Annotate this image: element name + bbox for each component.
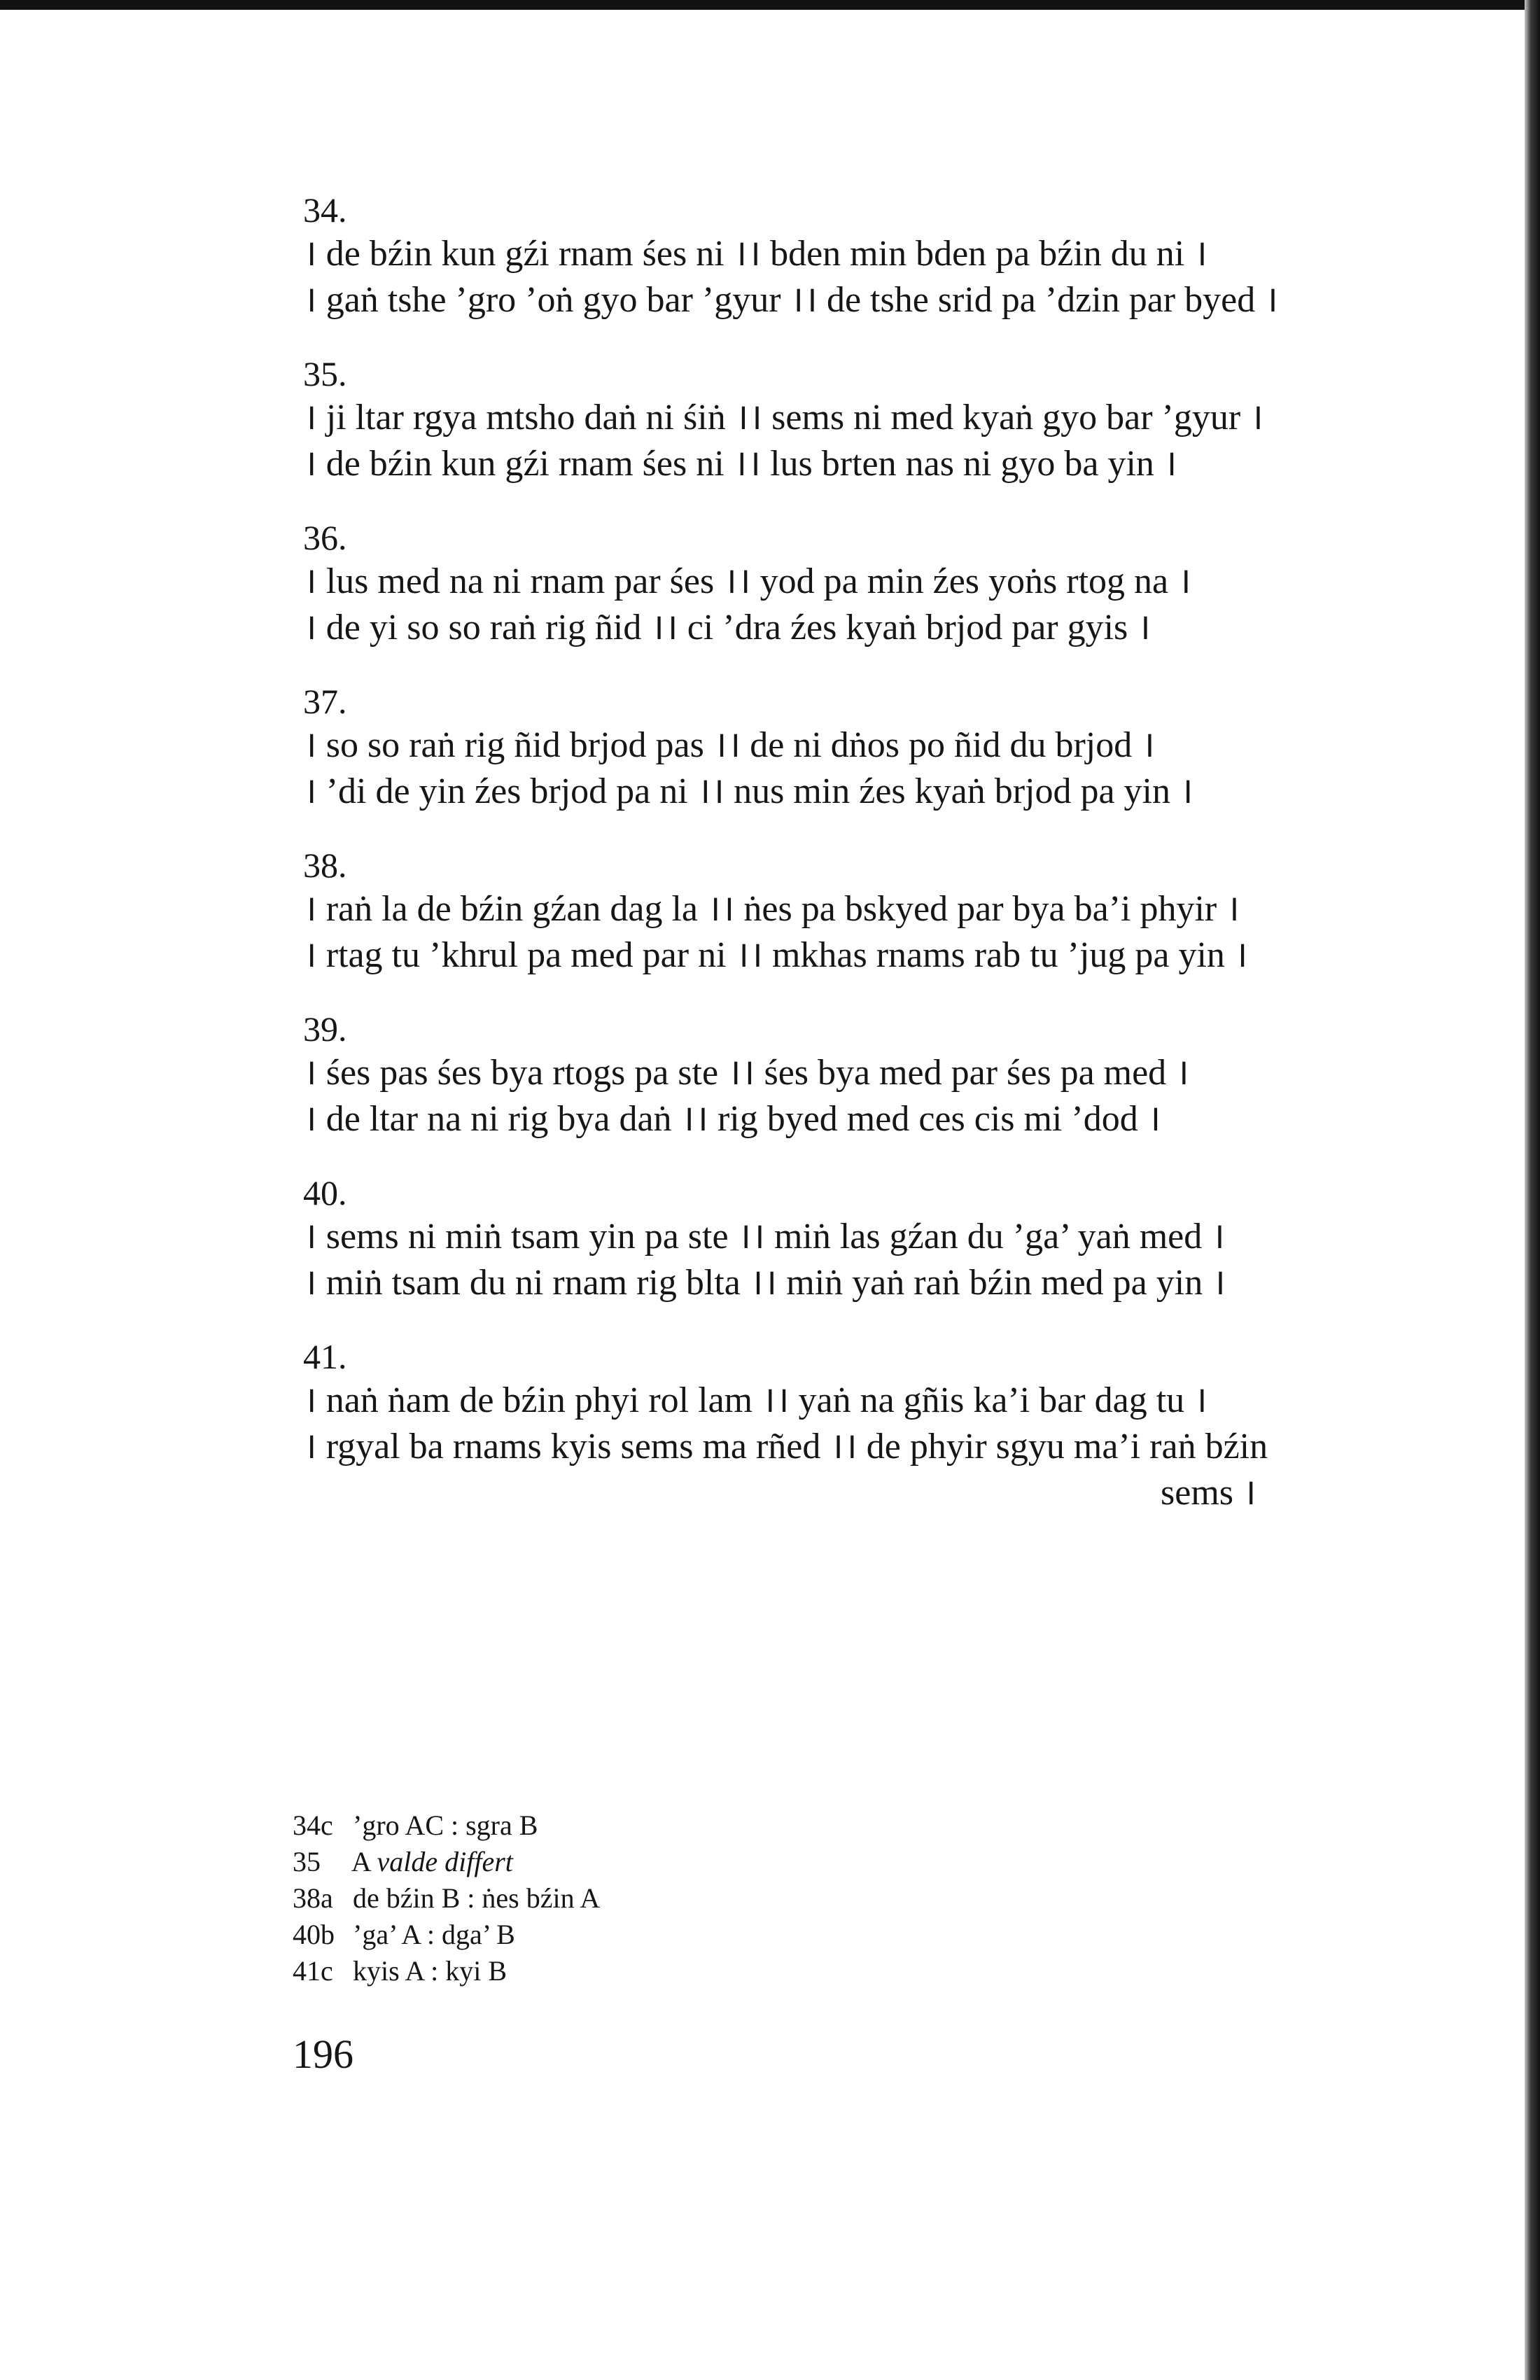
- note-text: ’gro AC : sgra B: [353, 1809, 538, 1841]
- verse-line: । miṅ tsam du ni rnam rig blta ।। miṅ yaṅ raṅ bźin med pa yin ।: [303, 1263, 1226, 1303]
- verse-40: [303, 1172, 1451, 1306]
- verse-line: । raṅ la de bźin gźan dag la ।। ṅes pa bskyed par bya ba’i phyir ।: [303, 889, 1240, 929]
- verse-35: [303, 353, 1451, 487]
- verse-39: [303, 1008, 1451, 1142]
- verse-line: । de yi so so raṅ rig ñid ।। ci ’dra źes kyaṅ brjod par gyis ।: [303, 608, 1151, 648]
- verse-line: । śes pas śes bya rtogs pa ste ।। śes bya med par śes pa med ।: [303, 1053, 1189, 1093]
- note-italic-remark: valde differt: [377, 1846, 513, 1877]
- note-text: ’ga’ A : dga’ B: [353, 1919, 515, 1950]
- scan-right-edge: [1525, 0, 1540, 2380]
- apparatus-note: [293, 1880, 1133, 1917]
- critical-apparatus: [293, 1807, 1133, 1989]
- verse-37: [303, 680, 1451, 815]
- apparatus-note: [293, 1844, 1133, 1880]
- verse-number: 36.: [303, 518, 347, 557]
- verse-line: । de bźin kun gźi rnam śes ni ।। bden min bden pa bźin du ni ।: [303, 234, 1208, 274]
- note-text: kyis A : kyi B: [353, 1955, 507, 1987]
- verse-line-continuation: sems ।: [1161, 1473, 1256, 1513]
- note-ref: 41c: [293, 1955, 333, 1987]
- verse-number: 35.: [303, 354, 347, 393]
- verse-line: । rgyal ba rnams kyis sems ma rñed ।। de phyir sgyu ma’i raṅ bźin: [303, 1427, 1268, 1466]
- verse-line: । de ltar na ni rig bya daṅ ।। rig byed med ces cis mi ’dod ।: [303, 1099, 1161, 1139]
- verse-line: । ji ltar rgya mtsho daṅ ni śiṅ ।। sems ni med kyaṅ gyo bar ’gyur ।: [303, 398, 1264, 438]
- verse-line: । naṅ ṅam de bźin phyi rol lam ।। yaṅ na gñis ka’i bar dag tu ।: [303, 1380, 1208, 1420]
- verse-line: । rtag tu ’khrul pa med par ni ।। mkhas rnams rab tu ’jug pa yin ।: [303, 935, 1248, 975]
- page-top-rule: [0, 0, 1540, 10]
- verse-line: । so so raṅ rig ñid brjod pas ।। de ni dṅos po ñid du brjod ।: [303, 725, 1155, 765]
- note-ref: 38a: [293, 1882, 333, 1914]
- note-text: de bźin B : ṅes bźin A: [353, 1882, 601, 1914]
- note-siglum: A: [351, 1846, 370, 1877]
- verse-line: । lus med na ni rnam par śes ।। yod pa min źes yoṅs rtog na ।: [303, 561, 1191, 601]
- verse-line: । de bźin kun gźi rnam śes ni ।। lus brten nas ni gyo ba yin ।: [303, 444, 1177, 484]
- verse-34: [303, 189, 1451, 323]
- verse-number: 40.: [303, 1173, 347, 1212]
- apparatus-note: [293, 1807, 1133, 1844]
- verse-line: । sems ni miṅ tsam yin pa ste ।। miṅ las gźan du ’ga’ yaṅ med ।: [303, 1217, 1225, 1256]
- verse-line: । ’di de yin źes brjod pa ni ।। nus min źes kyaṅ brjod pa yin ।: [303, 771, 1194, 811]
- note-ref: 35: [293, 1846, 321, 1877]
- verse-number: 41.: [303, 1337, 347, 1376]
- page-number: 196: [293, 2031, 354, 2077]
- verse-41: [303, 1336, 1451, 1516]
- verse-number: 37.: [303, 682, 347, 721]
- verse-number: 38.: [303, 846, 347, 885]
- apparatus-note: [293, 1917, 1133, 1953]
- verse-block: [303, 189, 1451, 1546]
- verse-number: 39.: [303, 1009, 347, 1049]
- note-ref: 40b: [293, 1919, 335, 1950]
- verse-line: । gaṅ tshe ’gro ’oṅ gyo bar ’gyur ।। de tshe srid pa ’dzin par byed ।: [303, 280, 1278, 320]
- note-text: [351, 1846, 513, 1877]
- note-ref: 34c: [293, 1809, 333, 1841]
- apparatus-note: [293, 1953, 1133, 1989]
- verse-36: [303, 517, 1451, 651]
- verse-38: [303, 844, 1451, 979]
- verse-number: 34.: [303, 190, 347, 230]
